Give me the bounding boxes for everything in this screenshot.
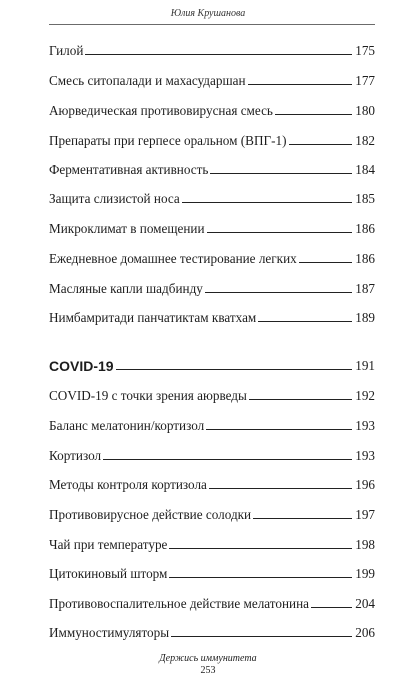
toc-entry-title: Баланс мелатонин/кортизол bbox=[49, 418, 205, 433]
toc-entry-page: 185 bbox=[355, 191, 375, 206]
toc-leader bbox=[258, 321, 352, 322]
toc-entry-page: 199 bbox=[355, 566, 375, 581]
toc-entry-page: 175 bbox=[355, 43, 375, 58]
toc-entry bbox=[49, 127, 375, 149]
toc-entry-page: 189 bbox=[355, 310, 375, 325]
toc-leader bbox=[116, 369, 353, 370]
toc-entry bbox=[49, 37, 375, 59]
toc-leader bbox=[289, 144, 353, 145]
toc-entry bbox=[49, 442, 375, 464]
toc-entry-title: Нимбамритади панчатиктам кватхам bbox=[49, 310, 257, 325]
toc-leader bbox=[299, 262, 352, 263]
toc-entry-title: COVID-19 с точки зрения аюрведы bbox=[49, 388, 247, 403]
toc-entry bbox=[49, 275, 375, 297]
toc-leader bbox=[209, 488, 352, 489]
toc-entry-title: Кортизол bbox=[49, 448, 102, 463]
toc-entry-title: Цитокиновый шторм bbox=[49, 566, 168, 581]
toc-entry bbox=[49, 156, 375, 178]
toc-leader bbox=[275, 114, 352, 115]
toc-entry-title: Гилой bbox=[49, 43, 84, 58]
toc-leader bbox=[253, 518, 352, 519]
toc-entry-title: Препараты при герпесе оральном (ВПГ-1) bbox=[49, 133, 287, 148]
toc-leader bbox=[249, 399, 352, 400]
toc-entry-title: Ежедневное домашнее тестирование легких bbox=[49, 251, 297, 266]
toc-leader bbox=[210, 173, 352, 174]
running-header-author: Юлия Крушанова bbox=[170, 8, 246, 19]
toc-entry-page: 186 bbox=[355, 251, 375, 266]
toc-entry bbox=[49, 590, 375, 612]
toc-entry-title: Чай при температуре bbox=[49, 537, 168, 552]
running-footer-book-title: Держись иммунитета bbox=[159, 653, 257, 664]
toc-entry-title: Ферментативная активность bbox=[49, 162, 209, 177]
toc-leader bbox=[103, 459, 352, 460]
toc-entry-page: 193 bbox=[355, 448, 375, 463]
toc-entry bbox=[49, 67, 375, 89]
toc-entry bbox=[49, 619, 375, 641]
toc-entry bbox=[49, 215, 375, 237]
toc-entry-page: 198 bbox=[355, 537, 375, 552]
toc-section-page: 191 bbox=[355, 358, 375, 373]
toc-section-title: COVID-19 bbox=[49, 358, 114, 374]
toc-entry-title: Противовирусное действие солодки bbox=[49, 507, 252, 522]
header-rule bbox=[49, 24, 375, 25]
toc-leader bbox=[207, 232, 353, 233]
toc-leader bbox=[171, 636, 352, 637]
toc-entry bbox=[49, 531, 375, 553]
toc-entry-title: Масляные капли шадбинду bbox=[49, 281, 203, 296]
toc-entry-page: 197 bbox=[355, 507, 375, 522]
toc-entry bbox=[49, 412, 375, 434]
toc-entry-title: Аюрведическая противовирусная смесь bbox=[49, 103, 273, 118]
toc-leader bbox=[85, 54, 352, 55]
toc-entry bbox=[49, 304, 375, 326]
toc-entry bbox=[49, 471, 375, 493]
toc-leader bbox=[311, 607, 352, 608]
toc-leader bbox=[169, 577, 352, 578]
page-number: 253 bbox=[200, 665, 216, 676]
toc-entry-title: Защита слизистой носа bbox=[49, 191, 180, 206]
toc-leader bbox=[169, 548, 352, 549]
toc-entry-page: 206 bbox=[355, 625, 375, 640]
toc-entry-page: 193 bbox=[355, 418, 375, 433]
toc-entry-title: Противовоспалительное действие мелатонина bbox=[49, 596, 310, 611]
toc-entry-title: Методы контроля кортизола bbox=[49, 477, 207, 492]
toc-entry bbox=[49, 185, 375, 207]
toc-entry-title: Смесь ситопалади и махасударшан bbox=[49, 73, 246, 88]
toc-entry-page: 177 bbox=[355, 73, 375, 88]
toc-leader bbox=[182, 202, 352, 203]
toc-section-heading bbox=[49, 352, 375, 374]
toc-leader bbox=[206, 429, 352, 430]
toc-entry-title: Иммуностимуляторы bbox=[49, 625, 170, 640]
toc-entry-page: 184 bbox=[355, 162, 375, 177]
toc-leader bbox=[248, 84, 353, 85]
toc-entry bbox=[49, 501, 375, 523]
toc-entry bbox=[49, 245, 375, 267]
toc-entry-page: 204 bbox=[355, 596, 375, 611]
toc-entry-page: 180 bbox=[355, 103, 375, 118]
toc-entry-page: 186 bbox=[355, 221, 375, 236]
toc-entry bbox=[49, 382, 375, 404]
toc-entry-page: 187 bbox=[355, 281, 375, 296]
toc-entry bbox=[49, 560, 375, 582]
toc-entry-page: 192 bbox=[355, 388, 375, 403]
toc-entry bbox=[49, 97, 375, 119]
toc-entry-page: 196 bbox=[355, 477, 375, 492]
toc-leader bbox=[205, 292, 352, 293]
toc-entry-page: 182 bbox=[355, 133, 375, 148]
toc-entry-title: Микроклимат в помещении bbox=[49, 221, 205, 236]
